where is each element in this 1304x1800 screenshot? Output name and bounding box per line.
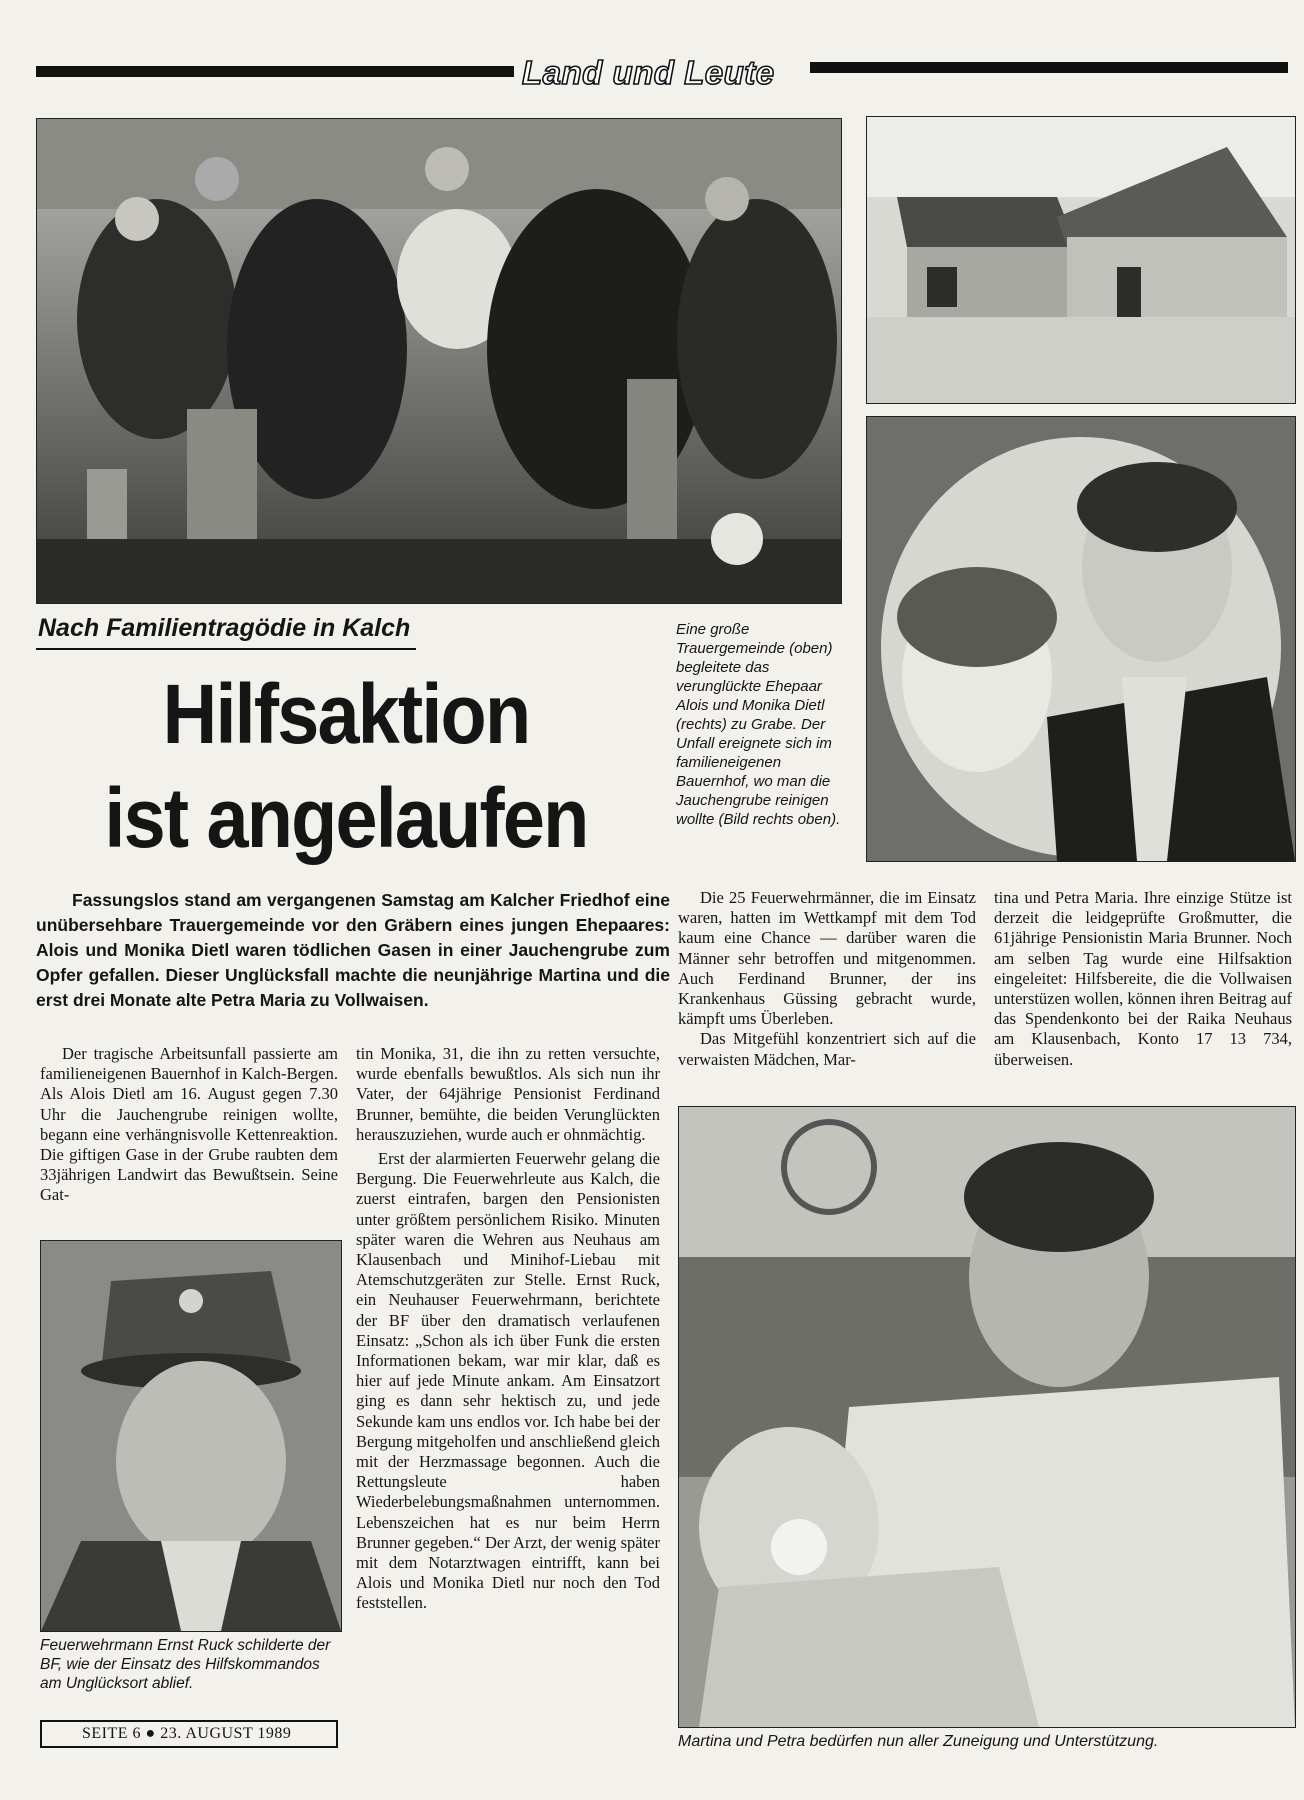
kicker: Nach Familientragödie in Kalch [38,614,411,642]
column-3-paragraph-1: Die 25 Feuerwehrmänner, die im Einsatz waren, hatten im Wettkampf mit dem Tod kaum eine Chance — darüber waren die Männer sehr betroffen und mitgenommen. Auch Ferdinand Brunner, der ins Krankenhaus Güssing gebracht wurde, kämpft ums Überleben. [678,888,976,1029]
children-caption: Martina und Petra bedürfen nun aller Zuneigung und Unterstützung. [678,1733,1159,1750]
children-photo [678,1106,1296,1728]
article-column-3 [678,888,976,1070]
banner-rule-right [810,62,1288,73]
column-2-paragraph-2: Erst der alarmierten Feuerwehr gelang die Bergung. Die Feuerwehrleute aus Kalch, die zuerst eintrafen, bargen den Pensionisten unter größtem persönlichem Risiko. Minuten später waren die Wehren aus Neuhaus am Klausenbach und Minihof-Liebau mit Atemschutzgeräten zur Stelle. Ernst Ruck, ein Neuhauser Feuerwehrmann, berichtete der BF über den dramatisch verlaufenen Einsatz: „Schon als ich über Funk die ersten Informationen bekam, war mir klar, daß es hier auf jede Minute ankam. Am Einsatzort ging es dann sehr hektisch zu, und jede Sekunde kam uns endlos vor. Ich habe bei der Bergung mitgeholfen und anschließend gleich mit der Herzmassage begonnen. Auch die Rettungsleute haben Wiederbelebungsmaßnahmen unternommen. Lebenszeichen hat es nur beim Herrn Brunner gegeben.“ Der Arzt, der wenig später mit dem Notarztwagen eintrifft, kann bei Alois und Monika Dietl nur noch den Tod feststellen. [356,1149,660,1613]
funeral-caption: Eine große Trauergemeinde (oben) begleitete das verunglückte Ehepaar Alois und Monika Dietl (rechts) zu Grabe. Der Unfall ereignete sich im familieneigenen Bauernhof, wo man die Jauchengrube reinigen wollte (Bild rechts oben). [676,621,841,828]
funeral-photo [36,118,842,604]
farmhouse-photo [866,116,1296,404]
firefighter-photo [40,1240,342,1632]
kicker-underline [36,648,416,650]
article-column-4 [994,888,1292,1070]
couple-portrait-photo [866,416,1296,862]
firefighter-caption: Feuerwehrmann Ernst Ruck schilderte der BF, wie der Einsatz des Hilfskommandos am Unglücksort ablief. [40,1637,331,1692]
column-4-paragraph: tina und Petra Maria. Ihre einzige Stütze ist derzeit die leidgeprüfte Großmutter, die 61jährige Pensionistin Maria Brunner. Noch am selben Tag wurde eine Hilfsaktion eingeleitet: Hilfsbereite, die die Vollwaisen unterstüzen wollen, können ihren Beitrag auf das Spendenkonto bei der Raika Neuhaus am Klausenbach, Konto 17 13 734, überweisen. [994,888,1292,1069]
banner-rule-left [36,66,514,77]
article-column-2 [356,1044,660,1614]
page-footer: SEITE 6 ● 23. AUGUST 1989 [40,1720,338,1748]
headline-line1: Hilfsaktion [162,667,530,761]
section-label: Land und Leute [522,54,775,91]
column-3-paragraph-2: Das Mitgefühl konzentriert sich auf die verwaisten Mädchen, Mar- [678,1029,976,1069]
article-column-1 [40,1044,338,1206]
column-1-paragraph: Der tragische Arbeitsunfall passierte am familieneigenen Bauernhof in Kalch-Bergen. Als Alois Dietl am 16. August gegen 7.30 Uhr die Jauchengrube reinigen wollte, begann eine verhängnisvolle Kettenreaktion. Die giftigen Gase in der Grube raubten dem 33jährigen Landwirt das Bewußtsein. Seine Gat- [40,1044,338,1205]
lead-paragraph: Fassungslos stand am vergangenen Samstag am Kalcher Friedhof eine unübersehbare Trauergemeinde vor den Gräbern eines jungen Ehepaares: Alois und Monika Dietl waren tödlichen Gasen in einer Jauchengrube zum Opfer gefallen. Dieser Unglücksfall machte die neunjährige Martina und die erst drei Monate alte Petra Maria zu Vollwaisen. [36,890,670,1010]
headline-line2: ist angelaufen [104,771,588,865]
column-2-paragraph-1: tin Monika, 31, die ihn zu retten versuchte, wurde ebenfalls bewußtlos. Als sich nun ihr Vater, der 64jährige Pensionist Ferdinand Brunner, bemühte, die beiden Verunglückten herauszuziehen, wurde auch er ohnmächtig. [356,1044,660,1144]
